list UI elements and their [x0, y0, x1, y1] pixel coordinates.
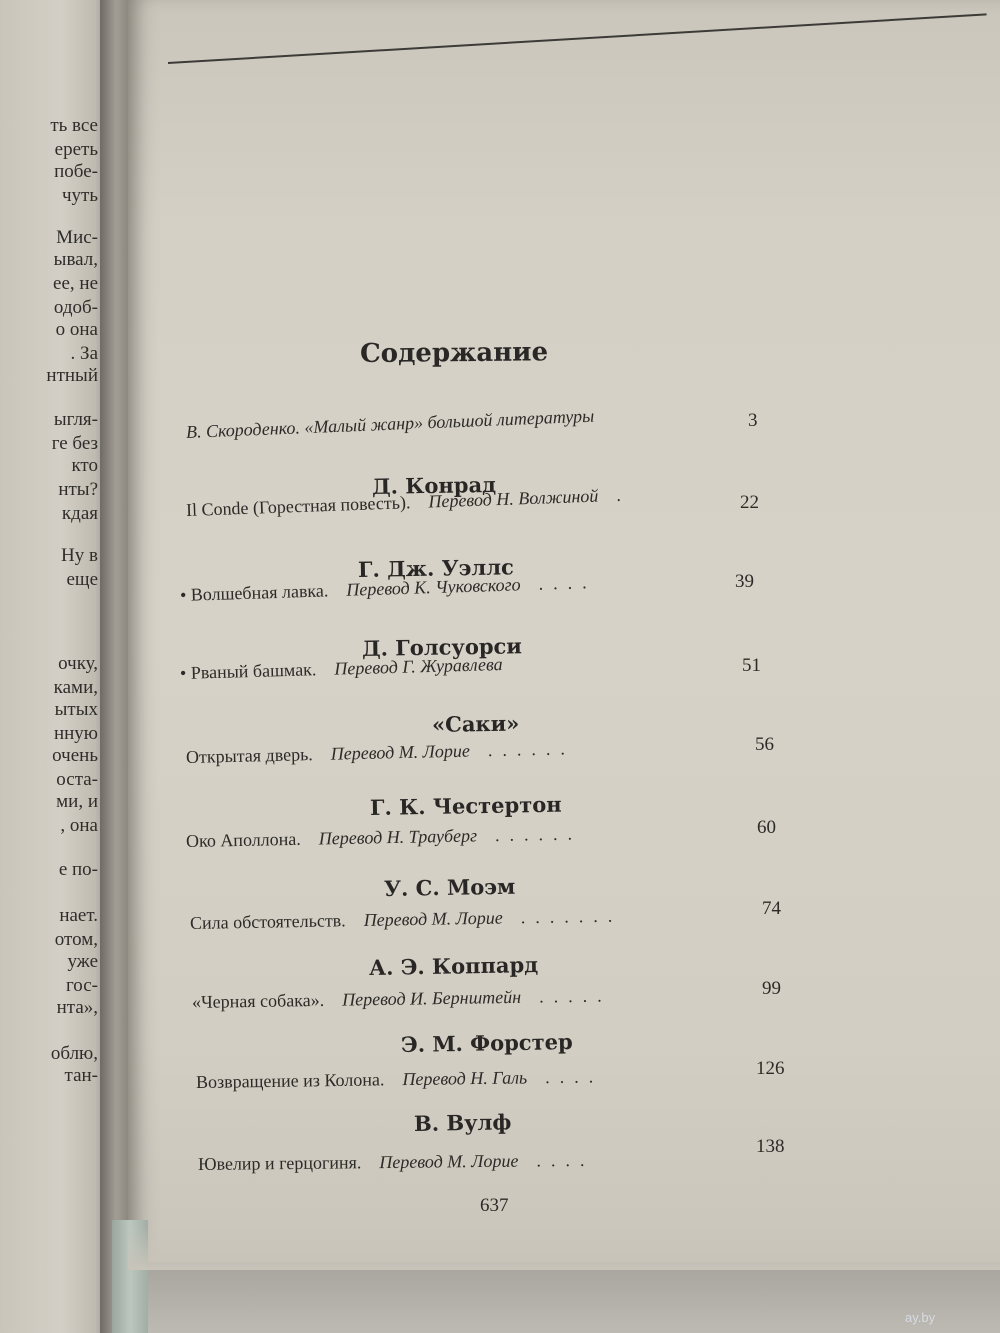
- toc-page-number: 126: [756, 1058, 785, 1079]
- toc-translator: Перевод Н. Галь: [402, 1067, 528, 1090]
- left-page-text-line: ытых: [54, 699, 98, 720]
- left-page-text-line: нает.: [59, 905, 98, 926]
- toc-leader-dots: .: [615, 484, 632, 505]
- toc-spacer: [503, 669, 521, 670]
- left-page-text-line: е по-: [58, 859, 98, 880]
- toc-page-number: 74: [762, 898, 781, 919]
- intro-author: В. Скороденко. «Малый жанр» большой литературы: [185, 405, 595, 442]
- toc-translator: Перевод М. Лорие: [363, 907, 503, 930]
- toc-spacer: [598, 501, 616, 502]
- toc-author-heading: «Саки»: [431, 710, 520, 737]
- left-page-text-line: ми, и: [56, 791, 98, 812]
- left-page-text-line: Ну в: [61, 545, 98, 566]
- left-page-text-line: ками,: [53, 677, 98, 698]
- left-page-text-line: . За: [70, 343, 98, 364]
- toc-leader-dots: ....: [536, 1149, 595, 1171]
- toc-author-heading: Э. М. Форстер: [400, 1029, 573, 1057]
- left-page-text-line: побе-: [54, 161, 98, 182]
- left-page-text-line: Мис-: [56, 227, 98, 248]
- toc-leader-dots: ......: [494, 823, 583, 846]
- toc-author-heading: Д. Голсуорси: [361, 633, 523, 661]
- left-page-text-line: уже: [67, 951, 98, 972]
- toc-page-number: 22: [740, 492, 759, 513]
- toc-work-title: Ювелир и герцогиня.: [197, 1152, 362, 1174]
- toc-translator: Перевод Г. Журавлева: [334, 653, 503, 679]
- folio-page-number: 637: [480, 1195, 509, 1216]
- toc-author-heading: Д. Конрад: [371, 471, 497, 499]
- left-page-text-line: , она: [60, 815, 98, 836]
- toc-work-title: Открытая дверь.: [185, 744, 314, 767]
- left-page-text-line: гос-: [65, 975, 98, 996]
- left-page-text-line: ереть: [54, 139, 98, 160]
- toc-work-title: «Черная собака».: [191, 989, 325, 1012]
- toc-work-title: Il Conde (Горестная повесть).: [185, 492, 411, 520]
- left-page-text-line: нную: [53, 723, 98, 744]
- left-page-text-line: кто: [71, 455, 98, 476]
- toc-work-title: Око Аполлона.: [185, 828, 301, 851]
- left-page-text-line: очень: [52, 745, 98, 766]
- toc-author-heading: У. С. Моэм: [383, 873, 516, 901]
- toc-spacer: [411, 508, 429, 509]
- toc-author-heading: А. Э. Коппард: [368, 952, 539, 980]
- toc-leader-dots: ....: [545, 1066, 604, 1088]
- left-page-text-line: облю,: [50, 1043, 98, 1064]
- toc-translator: Перевод Н. Трауберг: [318, 825, 478, 849]
- toc-work-title: Сила обстоятельств.: [189, 910, 346, 933]
- toc-author-heading: Г. К. Честертон: [369, 791, 562, 820]
- left-page-text-line: ывал,: [53, 249, 98, 270]
- left-page-text-line: одоб-: [53, 297, 98, 318]
- toc-leader-dots: .....: [538, 985, 612, 1007]
- page-shadow: [128, 1225, 1000, 1270]
- toc-leader-dots: ......: [487, 738, 576, 761]
- left-page-text-line: нта»,: [56, 997, 98, 1018]
- left-page-text-line: еще: [66, 569, 98, 590]
- left-page-text-line: кдая: [61, 503, 98, 524]
- contents-title: Содержание: [359, 337, 549, 369]
- toc-page-number: 51: [742, 655, 761, 676]
- toc-entry: [198, 1148, 595, 1176]
- toc-work-title: Возвращение из Колона.: [195, 1069, 385, 1092]
- toc-page-number: 3: [748, 410, 758, 431]
- toc-translator: Перевод И. Бернштейн: [342, 986, 522, 1010]
- toc-page-number: 39: [735, 571, 754, 592]
- left-page-text-line: ыгля-: [53, 409, 98, 430]
- left-page-text-line: оста-: [56, 769, 98, 790]
- toc-translator: Перевод Н. Волжиной: [428, 485, 599, 512]
- left-page-text-line: о она: [55, 319, 98, 340]
- toc-spacer: [317, 675, 335, 676]
- toc-spacer: [329, 596, 347, 597]
- toc-author-heading: В. Вулф: [413, 1109, 512, 1136]
- toc-page-number: 60: [757, 817, 776, 838]
- left-page-text-line: ть все: [50, 115, 98, 136]
- toc-author-heading: Г. Дж. Уэллс: [357, 554, 515, 582]
- left-page-text-line: нтный: [46, 365, 98, 386]
- toc-translator: Перевод К. Чуковского: [346, 574, 521, 600]
- toc-leader-dots: ....: [538, 571, 597, 594]
- left-page-text-line: нты?: [58, 479, 98, 500]
- left-page-text-line: чуть: [61, 185, 98, 206]
- left-page-text-line: ге без: [51, 433, 98, 454]
- toc-spacer: [521, 590, 539, 591]
- toc-page-number: 138: [756, 1136, 785, 1157]
- left-page-text-line: ее, не: [53, 273, 98, 294]
- toc-page-number: 56: [755, 734, 774, 755]
- left-facing-page: [0, 0, 112, 1333]
- toc-leader-dots: .......: [520, 905, 623, 928]
- left-page-text-line: очку,: [58, 653, 98, 674]
- toc-translator: Перевод М. Лорие: [379, 1150, 519, 1173]
- toc-work-title: • Рваный башмак.: [179, 659, 317, 683]
- page-bottom-edge: [140, 1262, 1000, 1333]
- left-page-text-line: тан-: [64, 1065, 98, 1086]
- toc-work-title: • Волшебная лавка.: [179, 580, 329, 605]
- left-page-text-line: отом,: [54, 929, 98, 950]
- site-watermark: ay.by: [905, 1310, 936, 1325]
- toc-translator: Перевод М. Лорие: [330, 740, 471, 764]
- toc-page-number: 99: [762, 978, 781, 999]
